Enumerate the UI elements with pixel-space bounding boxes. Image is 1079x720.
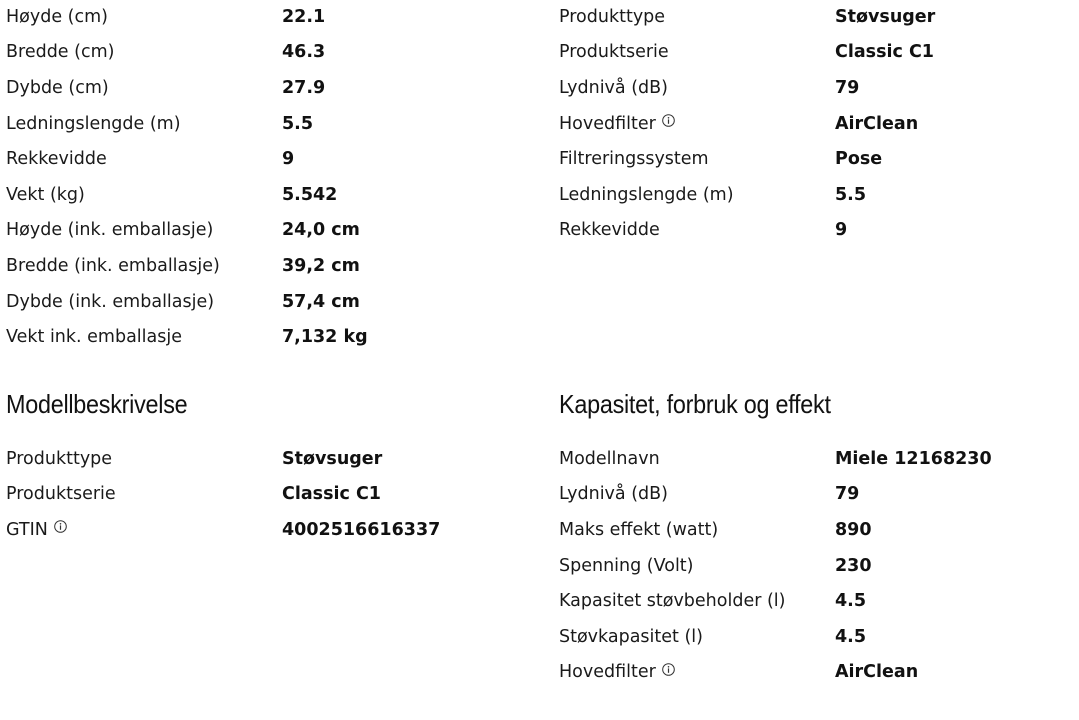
- spec-label: Lydnivå (dB): [559, 77, 668, 98]
- spec-value: 4.5: [835, 591, 867, 612]
- spec-row-dust-capacity: [559, 619, 1079, 655]
- spec-value: 46.3: [282, 42, 326, 63]
- spec-row-voltage: [559, 548, 1079, 584]
- spec-row-reach: [559, 213, 1079, 249]
- spec-label: Kapasitet støvbeholder (l): [559, 591, 786, 612]
- spec-label-text: Hovedfilter: [559, 662, 656, 683]
- spec-row-max-power: [559, 512, 1079, 548]
- spec-label: Ledningslengde (m): [6, 113, 181, 134]
- capacity-spec-list: [559, 441, 1079, 690]
- spec-label: Dybde (cm): [6, 77, 109, 98]
- info-icon[interactable]: [662, 663, 675, 676]
- spec-value: 22.1: [282, 6, 326, 27]
- spec-value: 9: [282, 149, 295, 170]
- spec-label: Lydnivå (dB): [559, 484, 668, 505]
- spec-row-main-filter: [559, 655, 1079, 691]
- spec-label: Spenning (Volt): [559, 555, 694, 576]
- spec-label: Maks effekt (watt): [559, 519, 719, 540]
- spec-row-model-name: [559, 441, 1079, 477]
- spec-label: Filtreringssystem: [559, 149, 709, 170]
- spec-label: Produktserie: [559, 42, 669, 63]
- spec-label: Høyde (ink. emballasje): [6, 220, 214, 241]
- spec-row-dust-container-capacity: [559, 583, 1079, 619]
- spec-row-cord-length: [559, 177, 1079, 213]
- spec-label: Produkttype: [559, 6, 666, 27]
- spec-row-filtration-system: [559, 141, 1079, 177]
- spec-label: Vekt (kg): [6, 184, 85, 205]
- spec-label: Ledningslengde (m): [559, 184, 734, 205]
- info-icon[interactable]: [54, 520, 67, 533]
- model-description-heading: Modellbeskrivelse: [6, 389, 188, 419]
- spec-value: Miele 12168230: [835, 448, 992, 469]
- spec-label-text: Hovedfilter: [559, 113, 656, 134]
- spec-value: Støvsuger: [282, 448, 383, 469]
- spec-label: Høyde (cm): [6, 6, 108, 27]
- spec-value: 57,4 cm: [282, 291, 360, 312]
- spec-label: Vekt ink. emballasje: [6, 327, 182, 348]
- spec-value: 39,2 cm: [282, 255, 360, 276]
- spec-row-weight: [6, 177, 546, 213]
- spec-row-reach: [6, 141, 546, 177]
- spec-label: Rekkevidde: [559, 220, 660, 241]
- spec-row-cord-length: [6, 106, 546, 142]
- spec-row-product-series: [559, 35, 1079, 71]
- spec-row-height-packaged: [6, 213, 546, 249]
- spec-label: Modellnavn: [559, 448, 660, 469]
- spec-label-text: GTIN: [6, 519, 48, 540]
- spec-value: 9: [835, 220, 848, 241]
- spec-value: 4002516616337: [282, 519, 441, 540]
- spec-row-depth-packaged: [6, 284, 546, 320]
- spec-row-main-filter: [559, 106, 1079, 142]
- spec-value: 230: [835, 555, 872, 576]
- spec-row-width-packaged: [6, 248, 546, 284]
- capacity-heading: Kapasitet, forbruk og effekt: [559, 389, 831, 419]
- spec-value: 79: [835, 77, 860, 98]
- spec-value: 7,132 kg: [282, 327, 368, 348]
- spec-row-product-type: [559, 0, 1079, 35]
- spec-row-product-type: [6, 441, 546, 477]
- spec-value: 79: [835, 484, 860, 505]
- spec-label: Rekkevidde: [6, 149, 107, 170]
- spec-label-with-info: [6, 519, 67, 541]
- spec-row-gtin: [6, 512, 546, 548]
- spec-value: 27.9: [282, 77, 326, 98]
- model-description-spec-list: [6, 441, 546, 548]
- spec-value: 4.5: [835, 626, 867, 647]
- product-spec-list: [559, 0, 1079, 248]
- spec-label: Bredde (ink. emballasje): [6, 255, 220, 276]
- spec-value: Classic C1: [282, 484, 381, 505]
- dimensions-spec-list: [6, 0, 546, 355]
- spec-label: Bredde (cm): [6, 42, 115, 63]
- spec-row-depth: [6, 70, 546, 106]
- spec-value: Classic C1: [835, 42, 934, 63]
- spec-row-width: [6, 35, 546, 71]
- info-icon[interactable]: [662, 114, 675, 127]
- spec-label: Produkttype: [6, 448, 113, 469]
- spec-value: 890: [835, 519, 872, 540]
- spec-label-with-info: [559, 113, 675, 135]
- spec-label-with-info: [559, 661, 675, 683]
- spec-row-product-series: [6, 477, 546, 513]
- spec-value: Støvsuger: [835, 6, 936, 27]
- spec-value: 5.5: [282, 113, 314, 134]
- spec-value: 24,0 cm: [282, 220, 360, 241]
- spec-label: Produktserie: [6, 484, 116, 505]
- spec-row-noise-level: [559, 477, 1079, 513]
- spec-value: 5.542: [282, 184, 338, 205]
- spec-value: Pose: [835, 149, 883, 170]
- spec-row-noise-level: [559, 70, 1079, 106]
- spec-label: Dybde (ink. emballasje): [6, 291, 215, 312]
- spec-row-height: [6, 0, 546, 35]
- spec-value: AirClean: [835, 113, 919, 134]
- right-column: [559, 0, 992, 720]
- spec-value: 5.5: [835, 184, 867, 205]
- spec-label: Støvkapasitet (l): [559, 626, 703, 647]
- spec-value: AirClean: [835, 662, 919, 683]
- spec-row-weight-packaged: [6, 319, 546, 355]
